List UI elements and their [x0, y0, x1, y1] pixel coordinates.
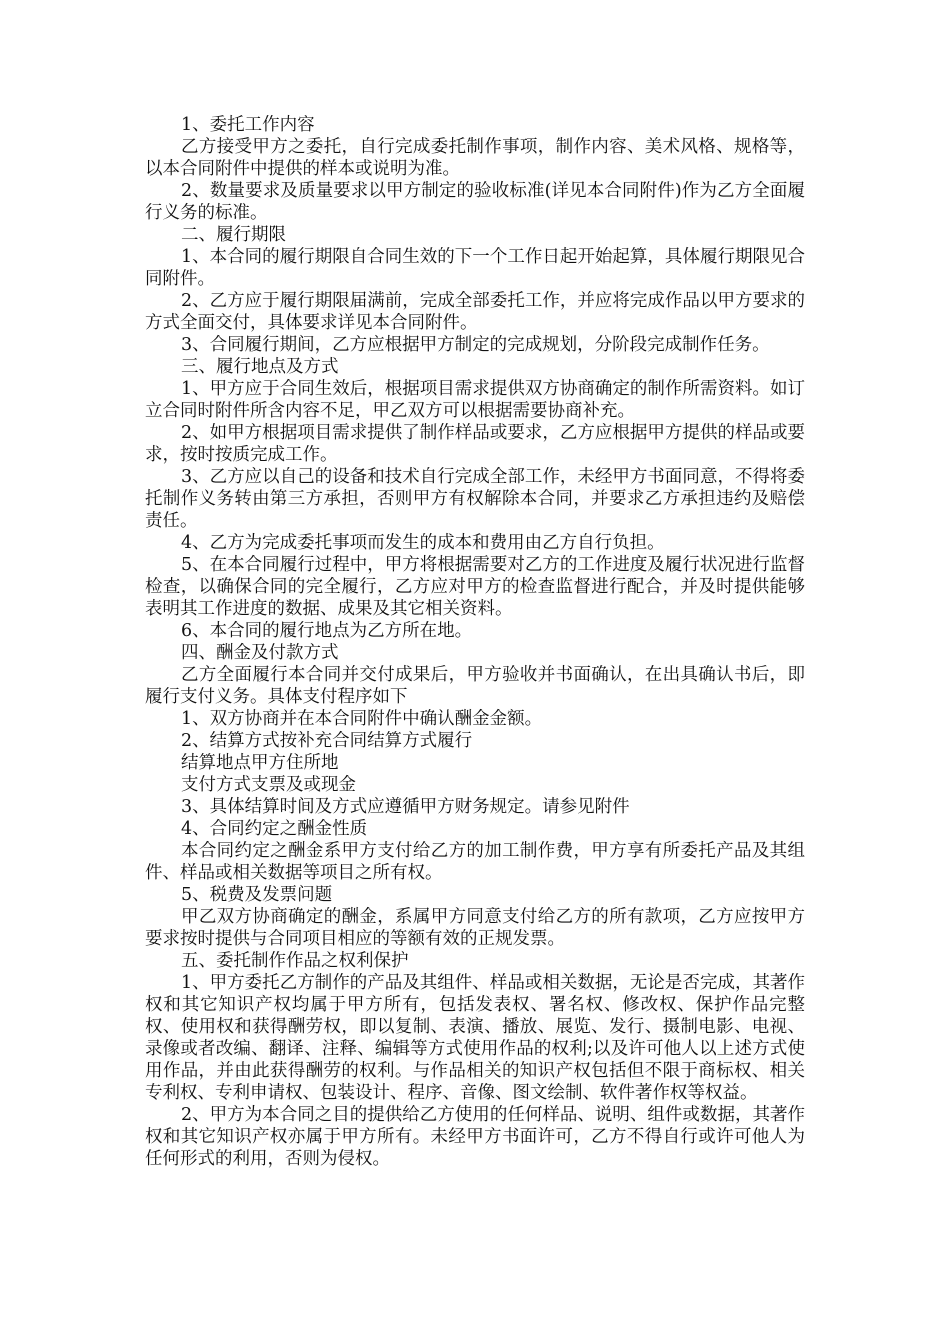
paragraph: 4、合同约定之酬金性质 [181, 819, 368, 839]
paragraph: 1、委托工作内容 [181, 115, 315, 135]
paragraph: 乙方接受甲方之委托，自行完成委托制作事项，制作内容、美术风格、规格等，以本合同附件中提供的样本或说明为准。 [145, 137, 805, 179]
paragraph: 2、乙方应于履行期限届满前，完成全部委托工作，并应将完成作品以甲方要求的方式全面交付，具体要求详见本合同附件。 [145, 291, 805, 333]
paragraph: 4、乙方为完成委托事项而发生的成本和费用由乙方自行负担。 [181, 533, 665, 553]
section-heading: 四、酬金及付款方式 [181, 643, 339, 663]
document-page [145, 114, 805, 1170]
paragraph: 2、如甲方根据项目需求提供了制作样品或要求，乙方应根据甲方提供的样品或要求，按时按质完成工作。 [145, 423, 805, 465]
paragraph: 甲乙双方协商确定的酬金，系属甲方同意支付给乙方的所有款项，乙方应按甲方要求按时提供与合同项目相应的等额有效的正规发票。 [145, 907, 805, 949]
paragraph: 支付方式支票及或现金 [181, 775, 356, 795]
paragraph: 2、数量要求及质量要求以甲方制定的验收标准(详见本合同附件)作为乙方全面履行义务的标准。 [145, 181, 805, 223]
paragraph: 本合同约定之酬金系甲方支付给乙方的加工制作费，甲方享有所委托产品及其组件、样品或相关数据等项目之所有权。 [145, 841, 805, 883]
paragraph: 1、双方协商并在本合同附件中确认酬金金额。 [181, 709, 543, 729]
paragraph: 1、本合同的履行期限自合同生效的下一个工作日起开始起算，具体履行期限见合同附件。 [145, 247, 805, 289]
paragraph: 乙方全面履行本合同并交付成果后，甲方验收并书面确认，在出具确认书后，即履行支付义务。具体支付程序如下 [145, 665, 805, 707]
paragraph: 5、税费及发票问题 [181, 885, 333, 905]
section-heading: 三、履行地点及方式 [181, 357, 339, 377]
paragraph: 2、甲方为本合同之目的提供给乙方使用的任何样品、说明、组件或数据，其著作权和其它知识产权亦属于甲方所有。未经甲方书面许可，乙方不得自行或许可他人为任何形式的利用，否则为侵权。 [145, 1105, 805, 1169]
paragraph: 1、甲方应于合同生效后，根据项目需求提供双方协商确定的制作所需资料。如订立合同时附件所含内容不足，甲乙双方可以根据需要协商补充。 [145, 379, 805, 421]
paragraph: 3、合同履行期间，乙方应根据甲方制定的完成规划，分阶段完成制作任务。 [181, 335, 770, 355]
section-heading: 五、委托制作作品之权利保护 [181, 951, 409, 971]
paragraph: 3、乙方应以自己的设备和技术自行完成全部工作，未经甲方书面同意，不得将委托制作义务转由第三方承担，否则甲方有权解除本合同，并要求乙方承担违约及赔偿责任。 [145, 467, 805, 531]
paragraph: 1、甲方委托乙方制作的产品及其组件、样品或相关数据，无论是否完成，其著作权和其它知识产权均属于甲方所有，包括发表权、署名权、修改权、保护作品完整权、使用权和获得酬劳权，即以复制、表演、播放、展览、发行、摄制电影、电视、录像或者改编、翻译、注释、编辑等方式使用作品的权利;以及许可他人以上述方式使用作品，并由此获得酬劳的权利。与作品相关的知识产权包括但不限于商标权、相关专利权、专利申请权、包装设计、程序、音像、图文绘制、软件著作权等权益。 [145, 973, 805, 1103]
paragraph: 结算地点甲方住所地 [181, 753, 339, 773]
paragraph: 3、具体结算时间及方式应遵循甲方财务规定。请参见附件 [181, 797, 630, 817]
paragraph: 2、结算方式按补充合同结算方式履行 [181, 731, 473, 751]
paragraph: 6、本合同的履行地点为乙方所在地。 [181, 621, 473, 641]
section-heading: 二、履行期限 [181, 225, 286, 245]
paragraph: 5、在本合同履行过程中，甲方将根据需要对乙方的工作进度及履行状况进行监督检查，以确保合同的完全履行，乙方应对甲方的检查监督进行配合，并及时提供能够表明其工作进度的数据、成果及其它相关资料。 [145, 555, 805, 619]
